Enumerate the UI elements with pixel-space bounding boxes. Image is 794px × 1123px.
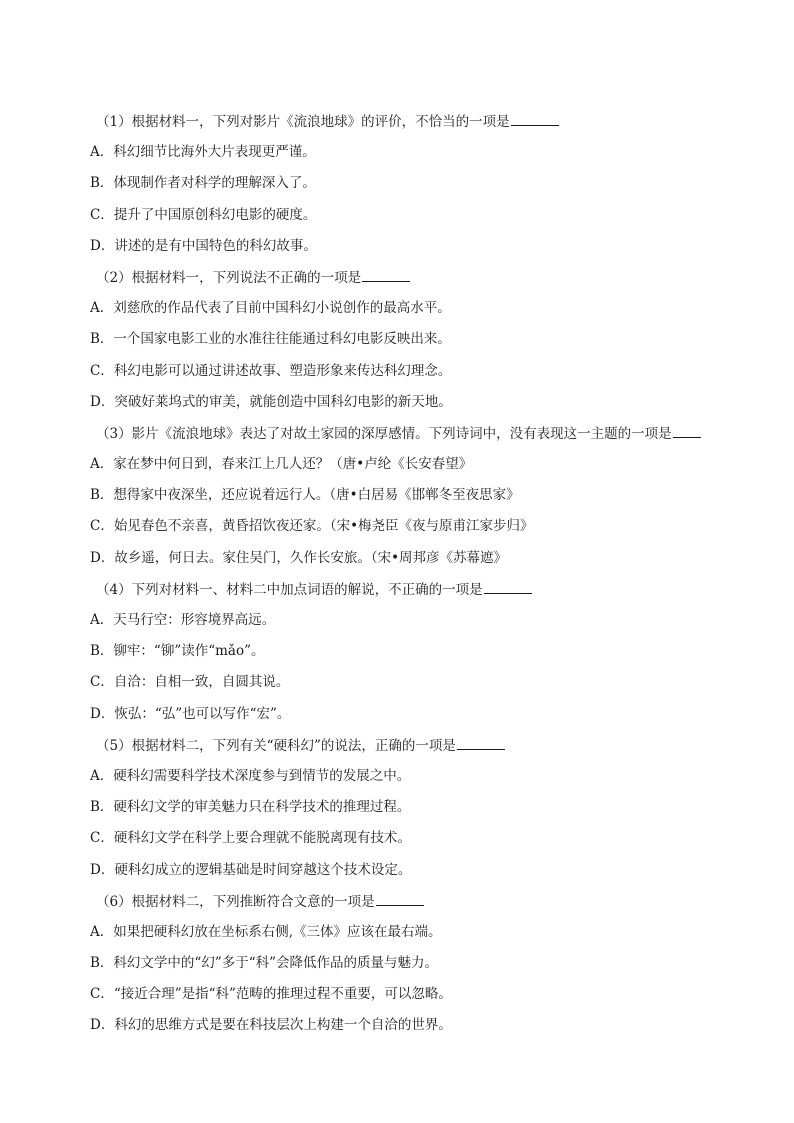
option-c: C．自洽：自相一致，自圆其说。 xyxy=(90,674,290,691)
option-b: B．一个国家电影工业的水准往往能通过科幻电影反映出来。 xyxy=(90,331,451,348)
answer-blank[interactable] xyxy=(457,737,505,750)
option-a: A．硬科幻需要科学技术深度参与到情节的发展之中。 xyxy=(90,767,411,784)
question-3 xyxy=(90,425,720,566)
answer-blank[interactable] xyxy=(376,893,424,906)
question-list xyxy=(90,113,720,1049)
option-a: A．如果把硬科幻放在坐标系右侧,《三体》应该在最右端。 xyxy=(90,923,442,940)
question-1 xyxy=(90,113,720,254)
option-c: C．提升了中国原创科幻电影的硬度。 xyxy=(90,206,317,223)
option-c: C．始见春色不亲喜，黄昏招饮夜还家。（宋•梅尧臣《夜与原甫江家步归》 xyxy=(90,518,534,535)
question-6 xyxy=(90,893,720,1034)
option-d: D．故乡遥，何日去。家住吴门，久作长安旅。（宋•周邦彦《苏幕遮》 xyxy=(90,549,508,566)
option-c: C．“接近合理”是指“科”范畴的推理过程不重要，可以忽略。 xyxy=(90,986,452,1003)
question-stem: （6）根据材料二，下列推断符合文意的一项是 xyxy=(90,893,720,909)
question-stem: （5）根据材料二，下列有关“硬科幻”的说法，正确的一项是 xyxy=(90,737,720,753)
option-c: C．科幻电影可以通过讲述故事、塑造形象来传达科幻理念。 xyxy=(90,362,452,379)
option-a: A．家在梦中何日到，春来江上几人还？（唐•卢纶《长安春望》 xyxy=(90,456,473,473)
option-b: B．体现制作者对科学的理解深入了。 xyxy=(90,175,316,192)
option-d: D．突破好莱坞式的审美，就能创造中国科幻电影的新天地。 xyxy=(90,393,452,410)
option-a: A．科幻细节比海外大片表现更严谨。 xyxy=(90,144,316,161)
question-5 xyxy=(90,737,720,878)
question-stem: （3）影片《流浪地球》表达了对故土家园的深厚感情。下列诗词中，没有表现这一主题的一项是 xyxy=(90,425,720,441)
option-a: A．刘慈欣的作品代表了目前中国科幻小说创作的最高水平。 xyxy=(90,300,451,317)
option-d: D．讲述的是有中国特色的科幻故事。 xyxy=(90,237,317,254)
option-b: B．硬科幻文学的审美魅力只在科学技术的推理过程。 xyxy=(90,799,411,816)
option-d: D．硬科幻成立的逻辑基础是时间穿越这个技术设定。 xyxy=(90,861,412,878)
option-a: A．天马行空：形容境界高远。 xyxy=(90,612,276,628)
option-b: B．科幻文学中的“幻”多于“科”会降低作品的质量与魅力。 xyxy=(90,955,439,972)
option-d: D．恢弘：“弘”也可以写作“宏”。 xyxy=(90,705,291,722)
option-d: D．科幻的思维方式是要在科技层次上构建一个自洽的世界。 xyxy=(90,1017,452,1034)
answer-blank[interactable] xyxy=(362,269,410,282)
answer-blank[interactable] xyxy=(511,113,559,126)
question-4 xyxy=(90,581,720,722)
option-b: B．铆牢：“铆”读作“mǎo”。 xyxy=(90,643,265,660)
question-2 xyxy=(90,269,720,410)
answer-blank[interactable] xyxy=(484,581,532,594)
question-stem: （1）根据材料一，下列对影片《流浪地球》的评价，不恰当的一项是 xyxy=(90,113,720,129)
question-stem: （4）下列对材料一、材料二中加点词语的解说，不正确的一项是 xyxy=(90,581,720,597)
question-stem: （2）根据材料一，下列说法不正确的一项是 xyxy=(90,269,720,285)
option-c: C．硬科幻文学在科学上要合理就不能脱离现有技术。 xyxy=(90,830,411,847)
option-b: B．想得家中夜深坐，还应说着远行人。（唐•白居易《邯郸冬至夜思家》 xyxy=(90,487,520,504)
answer-blank[interactable] xyxy=(673,425,701,438)
